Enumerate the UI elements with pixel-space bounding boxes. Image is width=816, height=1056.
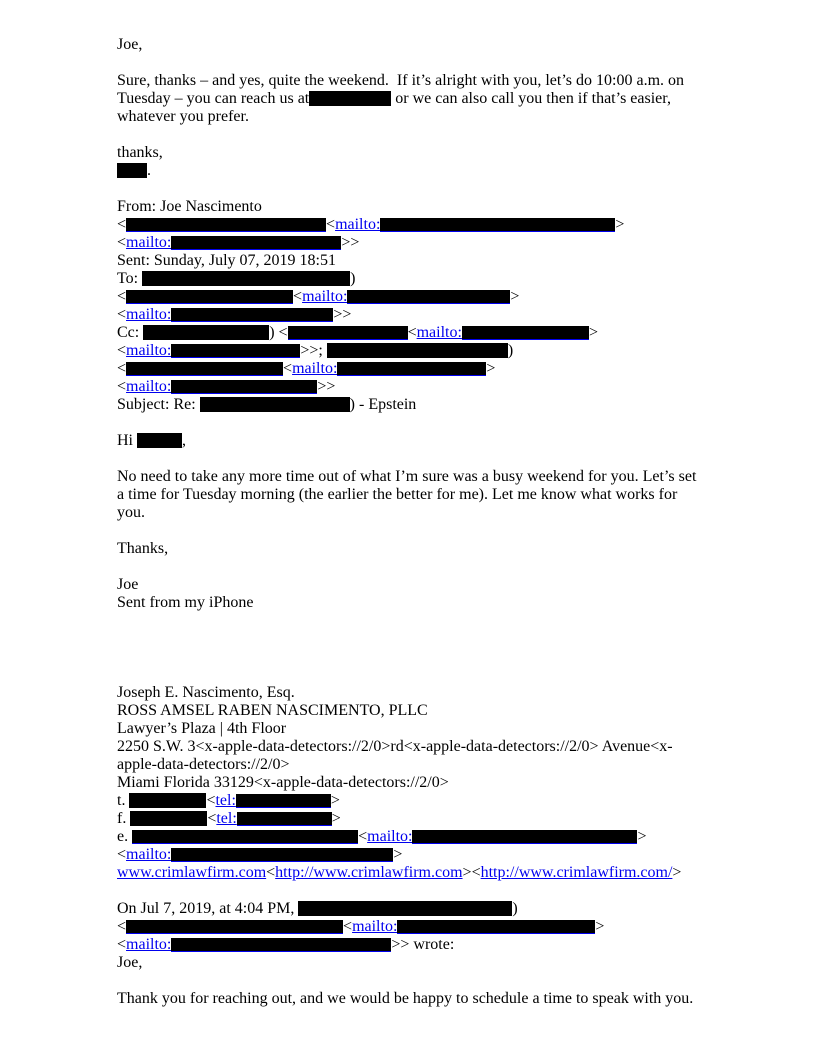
- text-run: ) - Epstein: [349, 396, 417, 413]
- hyperlink[interactable]: mailto:: [126, 936, 172, 953]
- redaction-bar: [337, 362, 486, 377]
- text-run: <: [343, 918, 353, 935]
- hyperlink[interactable]: mailto:: [292, 360, 338, 377]
- text-line: [117, 468, 796, 486]
- redaction-bar: [380, 218, 615, 233]
- hyperlink[interactable]: tel:: [216, 810, 237, 827]
- text-run: >: [331, 810, 341, 827]
- redaction-bar: [142, 271, 350, 286]
- text-run: >: [615, 216, 625, 233]
- text-line: [117, 828, 796, 846]
- text-run: Joe,: [117, 954, 143, 971]
- redaction-bar: [126, 218, 326, 233]
- text-line: [117, 162, 796, 180]
- redaction-bar: [132, 830, 358, 845]
- text-line: [117, 72, 796, 90]
- hyperlink[interactable]: mailto:: [335, 216, 381, 233]
- redaction-bar: [117, 163, 147, 178]
- text-run: <: [117, 846, 127, 863]
- text-run: ): [507, 342, 514, 359]
- text-line: [117, 414, 796, 432]
- text-line: [117, 432, 796, 450]
- text-line: [117, 144, 796, 162]
- text-run: apple-data-detectors://2/0>: [117, 756, 290, 773]
- text-line: [117, 558, 796, 576]
- text-line: [117, 378, 796, 396]
- text-run: Sent: Sunday, July 07, 2019 18:51: [117, 252, 336, 269]
- text-run: >>: [341, 234, 360, 251]
- text-line: [117, 288, 796, 306]
- text-run: or we can also call you then if that’s easier,: [391, 90, 671, 107]
- redaction-bar: [309, 91, 391, 106]
- text-run: Cc:: [117, 324, 144, 341]
- text-run: <: [117, 360, 127, 377]
- text-line: [117, 810, 796, 828]
- text-run: <: [293, 288, 303, 305]
- text-run: >: [588, 324, 598, 341]
- redaction-bar: [171, 938, 391, 953]
- redaction-bar: [462, 326, 589, 341]
- text-run: To:: [117, 270, 143, 287]
- text-run: ): [512, 900, 518, 917]
- text-run: t.: [117, 792, 130, 809]
- text-run: Sent from my iPhone: [117, 594, 254, 611]
- text-line: [117, 594, 796, 612]
- text-run: ROSS AMSEL RABEN NASCIMENTO, PLLC: [117, 702, 428, 719]
- text-run: <: [326, 216, 336, 233]
- text-line: [117, 216, 796, 234]
- text-run: <: [358, 828, 368, 845]
- text-line: [117, 252, 796, 270]
- hyperlink[interactable]: mailto:: [126, 342, 172, 359]
- text-run: >: [486, 360, 496, 377]
- text-line: [117, 720, 796, 738]
- text-line: [117, 234, 796, 252]
- text-run: <: [117, 378, 127, 395]
- redaction-bar: [412, 830, 637, 845]
- redaction-bar: [171, 236, 341, 251]
- text-run: >: [672, 864, 682, 881]
- text-line: [117, 36, 796, 54]
- hyperlink[interactable]: mailto:: [126, 846, 172, 863]
- hyperlink[interactable]: mailto:: [416, 324, 462, 341]
- hyperlink[interactable]: mailto:: [126, 306, 172, 323]
- text-run: Tuesday – you can reach us at: [117, 90, 310, 107]
- redaction-bar: [200, 397, 350, 412]
- text-line: [117, 630, 796, 648]
- text-run: <: [117, 234, 127, 251]
- text-line: [117, 864, 796, 882]
- text-run: <: [117, 936, 127, 953]
- text-line: [117, 396, 796, 414]
- text-run: >: [330, 792, 340, 809]
- text-run: >>;: [300, 342, 327, 359]
- redaction-bar: [130, 811, 207, 826]
- text-line: [117, 954, 796, 972]
- text-run: ><: [462, 864, 481, 881]
- text-line: [117, 198, 796, 216]
- text-run: <: [117, 342, 127, 359]
- text-run: Sure, thanks – and yes, quite the weekend. If it’s alright with you, let’s do 10:00 a.m. on: [117, 72, 685, 89]
- text-line: [117, 756, 796, 774]
- text-run: Subject: Re:: [117, 396, 200, 413]
- text-run: Joe,: [117, 36, 143, 53]
- text-line: [117, 882, 796, 900]
- text-line: [117, 522, 796, 540]
- text-run: <: [206, 792, 216, 809]
- text-line: [117, 90, 796, 108]
- text-run: Miami Florida 33129<x-apple-data-detectors://2/0>: [117, 774, 449, 791]
- text-line: [117, 342, 796, 360]
- text-line: [117, 684, 796, 702]
- hyperlink[interactable]: mailto:: [302, 288, 348, 305]
- text-line: [117, 936, 796, 954]
- text-run: <: [407, 324, 417, 341]
- redaction-bar: [288, 326, 408, 341]
- text-line: [117, 900, 796, 918]
- text-run: e.: [117, 828, 133, 845]
- redaction-bar: [236, 794, 331, 809]
- text-run: <: [117, 216, 127, 233]
- redaction-bar: [237, 812, 332, 827]
- text-run: Thank you for reaching out, and we would be happy to schedule a time to speak with you.: [117, 990, 694, 1007]
- text-line: [117, 918, 796, 936]
- text-run: >> wrote:: [391, 936, 455, 953]
- text-run: ): [350, 270, 356, 287]
- text-line: [117, 450, 796, 468]
- hyperlink[interactable]: http://www.crimlawfirm.com/: [480, 864, 673, 881]
- text-run: <: [117, 288, 127, 305]
- text-run: >>: [317, 378, 336, 395]
- text-run: >: [393, 846, 403, 863]
- redaction-bar: [143, 325, 269, 340]
- text-run: <: [117, 918, 127, 935]
- redaction-bar: [137, 433, 182, 448]
- text-line: [117, 792, 796, 810]
- redaction-bar: [298, 901, 512, 916]
- text-line: [117, 180, 796, 198]
- text-line: [117, 666, 796, 684]
- text-line: [117, 540, 796, 558]
- text-line: [117, 648, 796, 666]
- text-run: Lawyer’s Plaza | 4th Floor: [117, 720, 287, 737]
- hyperlink[interactable]: tel:: [215, 792, 236, 809]
- text-run: thanks,: [117, 144, 163, 161]
- text-run: whatever you prefer.: [117, 108, 249, 125]
- redaction-bar: [171, 848, 393, 863]
- redaction-bar: [126, 290, 293, 305]
- text-run: .: [147, 162, 151, 179]
- text-run: No need to take any more time out of what I’m sure was a busy weekend for you. Let’s set: [117, 468, 697, 485]
- text-run: <: [117, 306, 127, 323]
- text-line: [117, 972, 796, 990]
- text-run: >: [637, 828, 647, 845]
- hyperlink[interactable]: mailto:: [352, 918, 398, 935]
- text-run: <: [283, 360, 293, 377]
- redaction-bar: [126, 362, 283, 377]
- text-run: Joe: [117, 576, 139, 593]
- hyperlink[interactable]: mailto:: [126, 378, 172, 395]
- hyperlink[interactable]: mailto:: [126, 234, 172, 251]
- redaction-bar: [397, 920, 595, 935]
- text-run: ,: [182, 432, 186, 449]
- text-line: [117, 54, 796, 72]
- redaction-bar: [171, 308, 333, 323]
- text-run: ) <: [269, 324, 288, 341]
- text-line: [117, 504, 796, 522]
- text-line: [117, 576, 796, 594]
- text-run: From: Joe Nascimento: [117, 198, 262, 215]
- text-line: [117, 360, 796, 378]
- text-line: [117, 126, 796, 144]
- hyperlink[interactable]: mailto:: [367, 828, 413, 845]
- text-run: f.: [117, 810, 131, 827]
- text-run: you.: [117, 504, 145, 521]
- text-line: [117, 990, 796, 1008]
- text-line: [117, 846, 796, 864]
- redaction-bar: [126, 920, 343, 935]
- text-line: [117, 738, 796, 756]
- text-run: <: [266, 864, 276, 881]
- redaction-bar: [347, 290, 510, 305]
- text-line: [117, 108, 796, 126]
- text-run: Hi: [117, 432, 137, 449]
- text-run: >: [595, 918, 605, 935]
- text-line: [117, 324, 796, 342]
- text-run: >>: [333, 306, 352, 323]
- text-run: >: [510, 288, 520, 305]
- redaction-bar: [171, 380, 317, 395]
- text-line: [117, 486, 796, 504]
- redaction-bar: [327, 343, 508, 358]
- hyperlink[interactable]: www.crimlawfirm.com: [117, 864, 267, 881]
- text-line: [117, 270, 796, 288]
- text-run: Thanks,: [117, 540, 169, 557]
- text-run: On Jul 7, 2019, at 4:04 PM,: [117, 900, 299, 917]
- hyperlink[interactable]: http://www.crimlawfirm.com: [275, 864, 463, 881]
- text-line: [117, 306, 796, 324]
- text-run: 2250 S.W. 3<x-apple-data-detectors://2/0>rd<x-apple-data-detectors://2/0> Avenue<x-: [117, 738, 673, 755]
- redaction-bar: [171, 344, 300, 359]
- text-run: a time for Tuesday morning (the earlier the better for me). Let me know what works for: [117, 486, 678, 503]
- text-line: [117, 612, 796, 630]
- text-line: [117, 702, 796, 720]
- text-run: <: [207, 810, 217, 827]
- text-run: Joseph E. Nascimento, Esq.: [117, 684, 295, 701]
- text-line: [117, 774, 796, 792]
- redaction-bar: [129, 793, 206, 808]
